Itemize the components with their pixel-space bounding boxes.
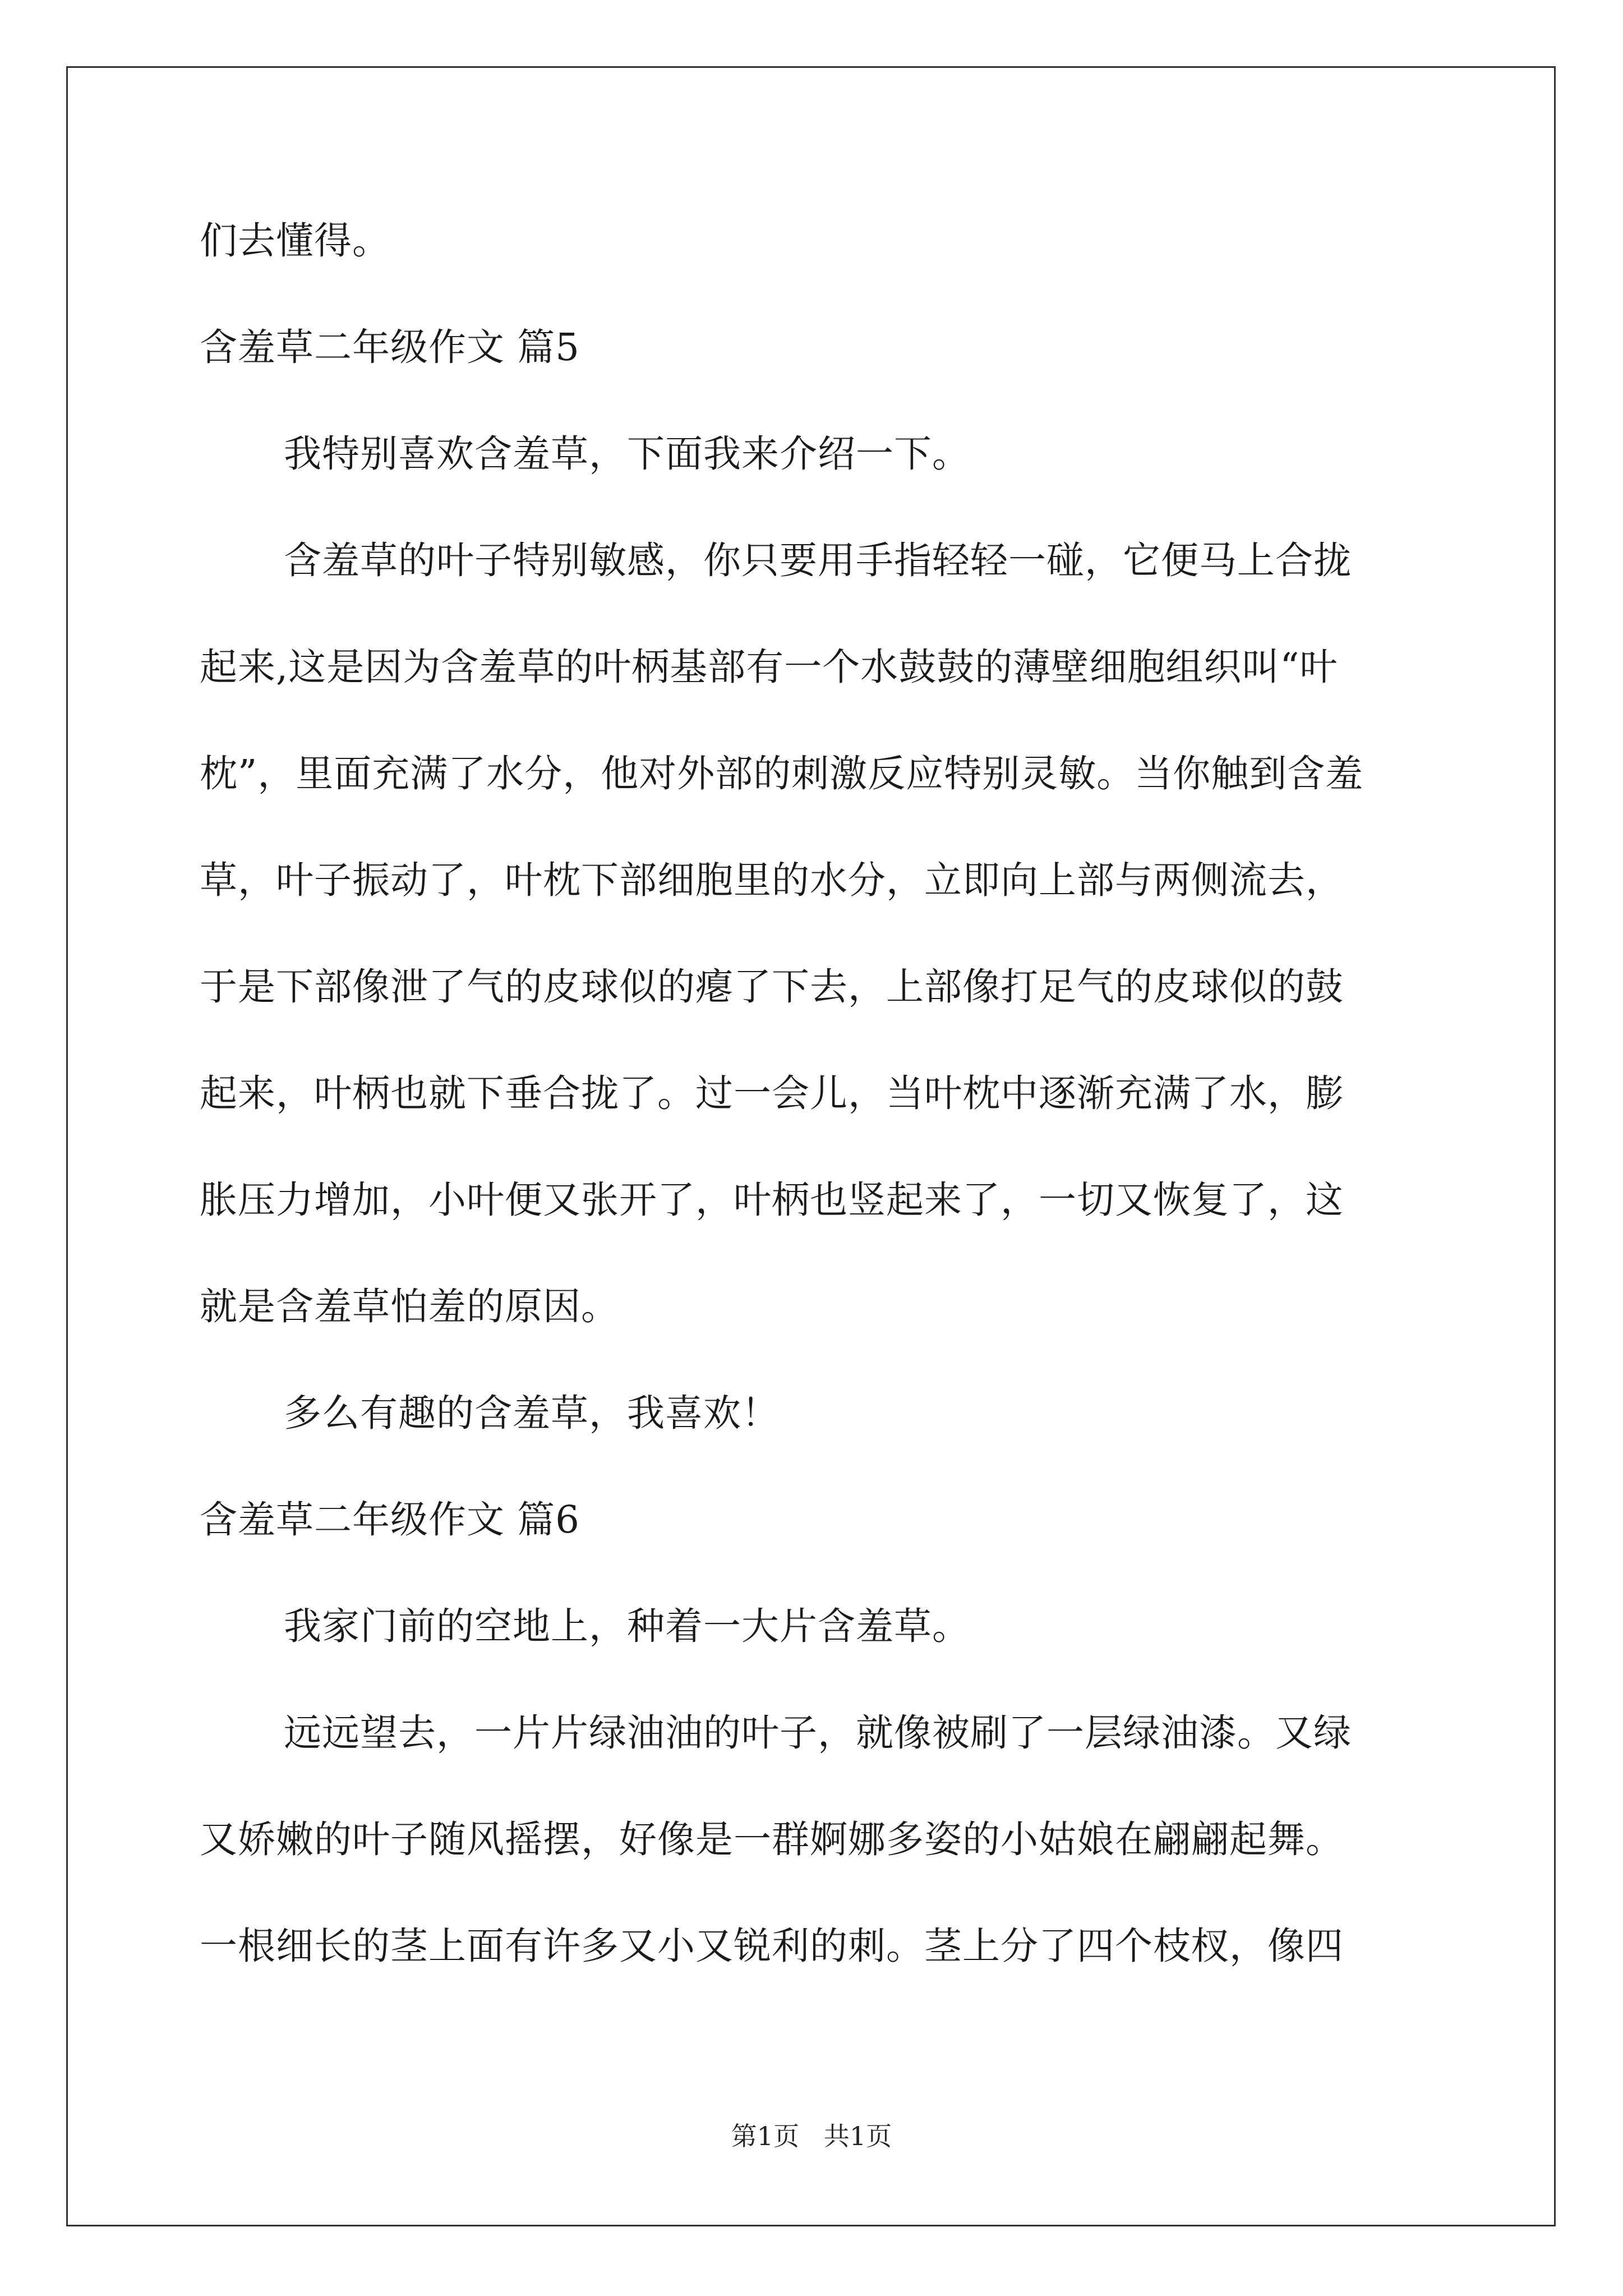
text-line: 我家门前的空地上，种着一大片含羞草。 [284, 1604, 970, 1648]
text-line: 们去懂得。 [200, 219, 390, 263]
page-footer: 第1页 共1页 [731, 2121, 892, 2151]
text-line: 多么有趣的含羞草，我喜欢！ [284, 1391, 780, 1435]
text-line: 草，叶子振动了，叶枕下部细胞里的水分，立即向上部与两侧流去， [200, 858, 1344, 902]
text-line: 一根细长的茎上面有许多又小又锐利的刺。茎上分了四个枝杈，像四 [200, 1924, 1344, 1968]
text-line: 又娇嫩的叶子随风摇摆，好像是一群婀娜多姿的小姑娘在翩翩起舞。 [200, 1818, 1344, 1861]
text-line: 胀压力增加，小叶便又张开了，叶柄也竖起来了，一切又恢复了，这 [200, 1178, 1344, 1222]
text-line: 起来，叶柄也就下垂合拢了。过一会儿，当叶枕中逐渐充满了水，膨 [200, 1071, 1344, 1115]
text-line: 就是含羞草怕羞的原因。 [200, 1285, 619, 1328]
text-line: 于是下部像泄了气的皮球似的瘪了下去，上部像打足气的皮球似的鼓 [200, 965, 1344, 1009]
text-line: 起来,这是因为含羞草的叶柄基部有一个水鼓鼓的薄壁细胞组织叫“叶 [200, 645, 1338, 689]
document-body [200, 216, 1433, 2028]
section-heading: 含羞草二年级作文 篇6 [200, 1498, 580, 1542]
text-line: 枕”，里面充满了水分，他对外部的刺激反应特别灵敏。当你触到含羞 [200, 752, 1364, 795]
section-heading: 含羞草二年级作文 篇5 [200, 325, 580, 369]
text-line: 含羞草的叶子特别敏感，你只要用手指轻轻一碰，它便马上合拢 [284, 539, 1352, 582]
text-line: 远远望去，一片片绿油油的叶子，就像被刷了一层绿油漆。又绿 [284, 1711, 1352, 1755]
text-line: 我特别喜欢含羞草，下面我来介绍一下。 [284, 432, 970, 476]
